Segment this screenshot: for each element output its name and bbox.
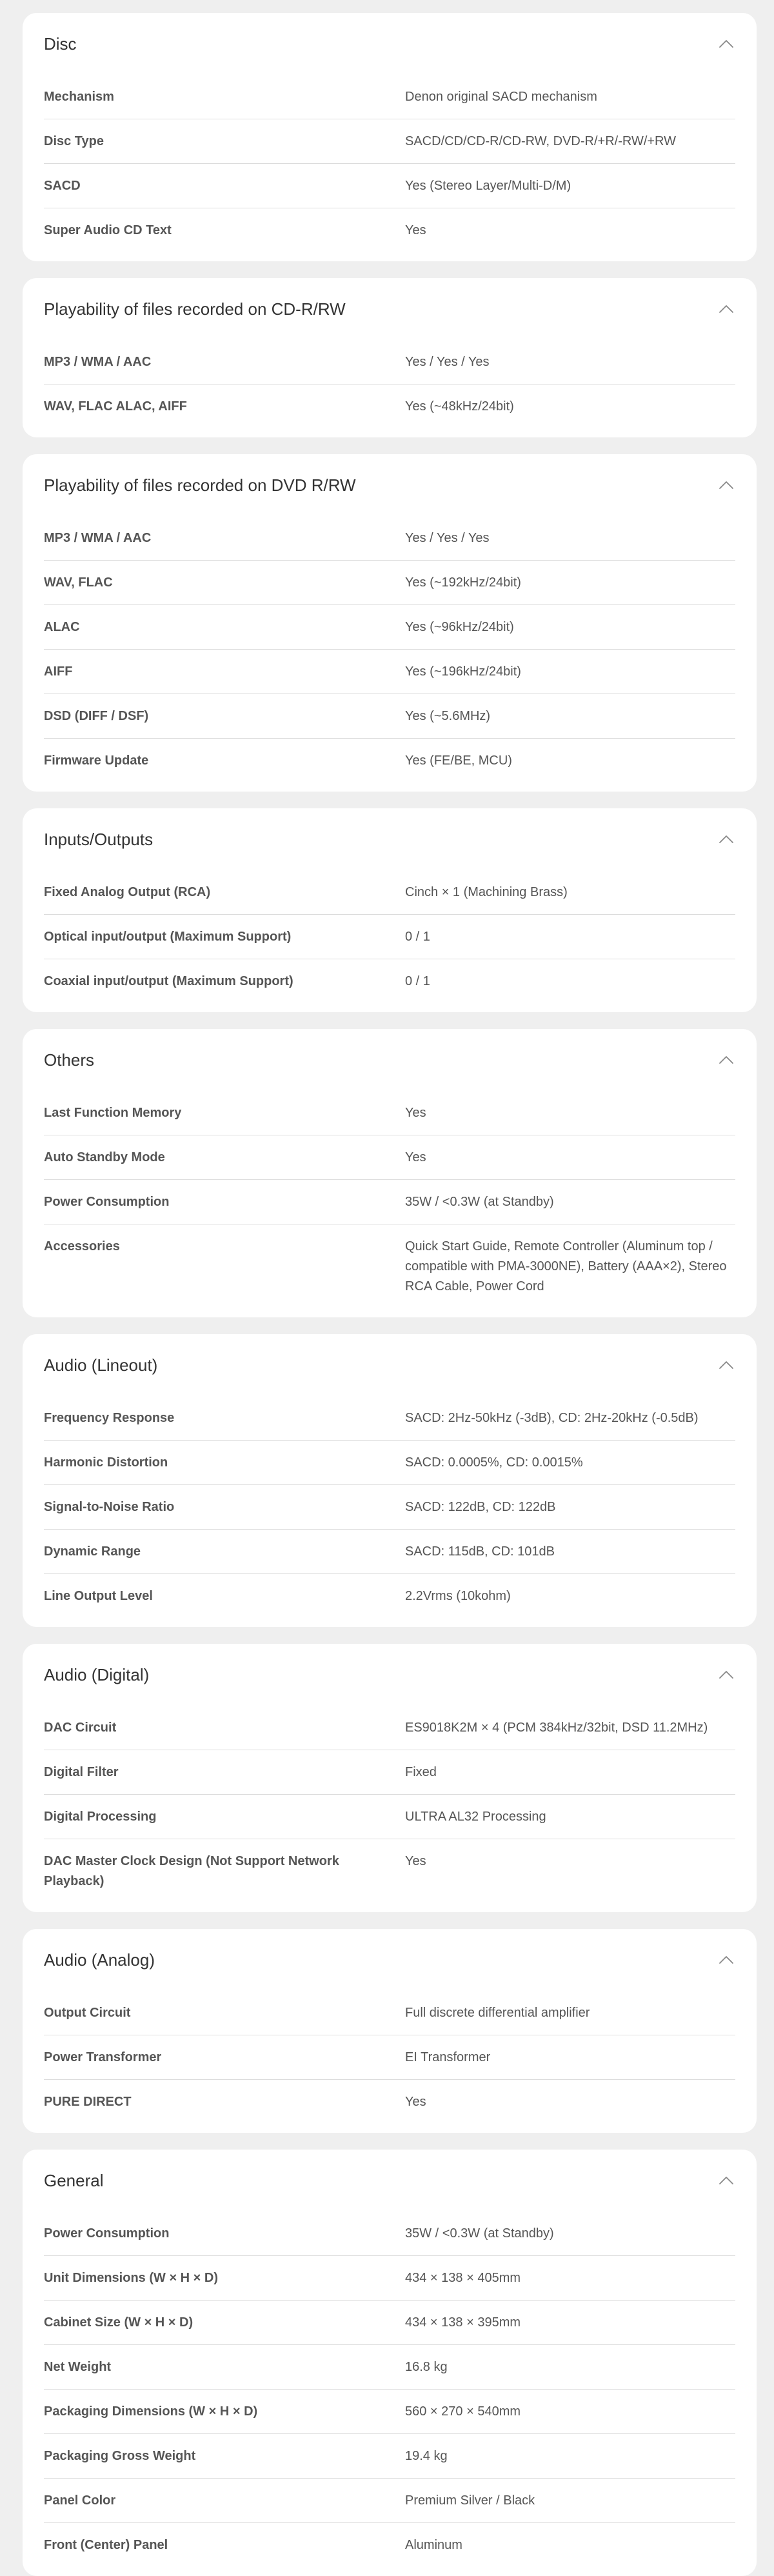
spec-value: Aluminum: [405, 2538, 462, 2552]
spec-row: [44, 1180, 735, 1224]
spec-value: ULTRA AL32 Processing: [405, 1810, 546, 1824]
spec-value: SACD/CD/CD-R/CD-RW, DVD-R/+R/-RW/+RW: [405, 134, 677, 148]
section-title: Playability of files recorded on CD-R/RW: [44, 299, 346, 319]
spec-label: Power Consumption: [44, 2226, 170, 2241]
chevron-up-icon[interactable]: [717, 1356, 735, 1374]
spec-value: Yes / Yes / Yes: [405, 355, 490, 369]
spec-value: 0 / 1: [405, 930, 430, 944]
spec-section: [23, 2150, 757, 2576]
spec-row: [44, 164, 735, 208]
spec-value: 434 × 138 × 395mm: [405, 2315, 521, 2330]
spec-label: AIFF: [44, 664, 73, 679]
spec-row: [44, 2479, 735, 2523]
spec-row: [44, 915, 735, 959]
spec-rows: [44, 1091, 735, 1317]
spec-value: Fixed: [405, 1765, 437, 1779]
spec-row: [44, 1574, 735, 1618]
spec-row: [44, 1396, 735, 1441]
spec-value: SACD: 115dB, CD: 101dB: [405, 1544, 555, 1559]
spec-label: Front (Center) Panel: [44, 2538, 168, 2552]
spec-label: Fixed Analog Output (RCA): [44, 885, 211, 899]
spec-row: [44, 1750, 735, 1795]
spec-row: [44, 2256, 735, 2301]
spec-value: Yes (~192kHz/24bit): [405, 575, 521, 590]
spec-section: [23, 1644, 757, 1912]
section-toggle[interactable]: [44, 808, 735, 870]
spec-row: [44, 75, 735, 119]
chevron-up-icon[interactable]: [717, 35, 735, 53]
spec-row: [44, 739, 735, 783]
spec-label: Power Transformer: [44, 2050, 162, 2064]
chevron-up-icon[interactable]: [717, 476, 735, 494]
section-title: General: [44, 2170, 104, 2190]
spec-label: Firmware Update: [44, 754, 149, 768]
spec-label: MP3 / WMA / AAC: [44, 531, 152, 545]
spec-section: [23, 1334, 757, 1627]
spec-value: Yes (Stereo Layer/Multi-D/M): [405, 179, 571, 193]
spec-value: 560 × 270 × 540mm: [405, 2404, 521, 2419]
spec-row: [44, 1135, 735, 1180]
spec-label: Unit Dimensions (W × H × D): [44, 2271, 219, 2285]
spec-label: Super Audio CD Text: [44, 223, 172, 237]
spec-value: ES9018K2M × 4 (PCM 384kHz/32bit, DSD 11.2MHz): [405, 1721, 708, 1735]
spec-label: Packaging Gross Weight: [44, 2449, 196, 2463]
spec-value: Yes: [405, 223, 426, 237]
spec-value: Premium Silver / Black: [405, 2493, 535, 2508]
spec-value: Yes: [405, 1150, 426, 1164]
section-title: Audio (Lineout): [44, 1355, 158, 1375]
chevron-up-icon[interactable]: [717, 1051, 735, 1069]
spec-value: SACD: 2Hz-50kHz (-3dB), CD: 2Hz-20kHz (-0.5dB): [405, 1411, 699, 1425]
spec-label: PURE DIRECT: [44, 2095, 132, 2109]
spec-label: MP3 / WMA / AAC: [44, 355, 152, 369]
spec-label: SACD: [44, 179, 81, 193]
spec-label: Dynamic Range: [44, 1544, 141, 1559]
spec-row: [44, 2212, 735, 2256]
spec-row: [44, 1991, 735, 2035]
spec-section: [23, 1029, 757, 1317]
spec-row: [44, 2390, 735, 2434]
spec-row: [44, 1530, 735, 1574]
spec-value: Yes: [405, 2095, 426, 2109]
spec-rows: [44, 75, 735, 261]
section-toggle[interactable]: [44, 1644, 735, 1706]
spec-label: DAC Master Clock Design (Not Support Network Playback): [44, 1854, 339, 1888]
spec-label: Net Weight: [44, 2360, 112, 2374]
spec-value: 2.2Vrms (10kohm): [405, 1589, 511, 1603]
spec-section: [23, 808, 757, 1012]
spec-value: SACD: 0.0005%, CD: 0.0015%: [405, 1455, 583, 1470]
spec-row: [44, 959, 735, 1003]
section-toggle[interactable]: [44, 454, 735, 516]
spec-row: [44, 516, 735, 561]
spec-label: Optical input/output (Maximum Support): [44, 930, 292, 944]
spec-value: Yes: [405, 1854, 426, 1868]
spec-value: Yes (~5.6MHz): [405, 709, 491, 723]
spec-section: [23, 454, 757, 792]
spec-row: [44, 384, 735, 428]
section-toggle[interactable]: [44, 1929, 735, 1991]
chevron-up-icon[interactable]: [717, 300, 735, 318]
spec-value: 19.4 kg: [405, 2449, 448, 2463]
spec-value: EI Transformer: [405, 2050, 491, 2064]
spec-rows: [44, 1991, 735, 2133]
spec-row: [44, 208, 735, 252]
spec-row: [44, 1839, 735, 1903]
spec-row: [44, 2434, 735, 2479]
spec-row: [44, 2345, 735, 2390]
spec-rows: [44, 516, 735, 792]
chevron-up-icon[interactable]: [717, 830, 735, 848]
spec-label: Frequency Response: [44, 1411, 175, 1425]
spec-row: [44, 870, 735, 915]
section-title: Disc: [44, 34, 77, 54]
spec-value: 16.8 kg: [405, 2360, 448, 2374]
spec-rows: [44, 1706, 735, 1912]
spec-label: Digital Filter: [44, 1765, 119, 1779]
spec-value: 35W / <0.3W (at Standby): [405, 2226, 554, 2241]
spec-rows: [44, 340, 735, 437]
spec-rows: [44, 1396, 735, 1627]
spec-label: DSD (DIFF / DSF): [44, 709, 149, 723]
spec-value: Yes: [405, 1106, 426, 1120]
spec-label: Auto Standby Mode: [44, 1150, 165, 1164]
spec-label: WAV, FLAC: [44, 575, 113, 590]
spec-label: WAV, FLAC ALAC, AIFF: [44, 399, 187, 414]
spec-row: [44, 650, 735, 694]
section-title: Inputs/Outputs: [44, 829, 154, 849]
spec-row: [44, 119, 735, 164]
spec-label: Disc Type: [44, 134, 104, 148]
spec-row: [44, 1091, 735, 1135]
spec-label: Cabinet Size (W × H × D): [44, 2315, 194, 2330]
spec-value: 35W / <0.3W (at Standby): [405, 1195, 554, 1209]
spec-rows: [44, 870, 735, 1012]
section-toggle[interactable]: [44, 278, 735, 340]
spec-row: [44, 2080, 735, 2124]
section-toggle[interactable]: [44, 1334, 735, 1396]
spec-label: ALAC: [44, 620, 80, 634]
spec-row: [44, 1441, 735, 1485]
spec-row: [44, 340, 735, 384]
spec-label: Last Function Memory: [44, 1106, 182, 1120]
spec-label: Panel Color: [44, 2493, 116, 2508]
spec-label: Coaxial input/output (Maximum Support): [44, 974, 293, 988]
spec-row: [44, 1224, 735, 1308]
section-title: Others: [44, 1050, 95, 1070]
spec-row: [44, 2301, 735, 2345]
spec-label: Line Output Level: [44, 1589, 153, 1603]
spec-section: [23, 1929, 757, 2133]
spec-label: Packaging Dimensions (W × H × D): [44, 2404, 258, 2419]
section-title: Playability of files recorded on DVD R/RW: [44, 475, 356, 495]
spec-row: [44, 1706, 735, 1750]
spec-row: [44, 561, 735, 605]
spec-row: [44, 1485, 735, 1530]
spec-label: Digital Processing: [44, 1810, 157, 1824]
spec-value: 434 × 138 × 405mm: [405, 2271, 521, 2285]
spec-row: [44, 1795, 735, 1839]
spec-value: Full discrete differential amplifier: [405, 2006, 590, 2020]
spec-label: Signal-to-Noise Ratio: [44, 1500, 175, 1514]
spec-section: [23, 278, 757, 437]
spec-row: [44, 2523, 735, 2567]
chevron-up-icon[interactable]: [717, 2172, 735, 2190]
spec-value: 0 / 1: [405, 974, 430, 988]
spec-label: Power Consumption: [44, 1195, 170, 1209]
section-toggle[interactable]: [44, 1029, 735, 1091]
section-toggle[interactable]: [44, 13, 735, 75]
spec-value: Yes (FE/BE, MCU): [405, 754, 512, 768]
spec-section: [23, 13, 757, 261]
spec-rows: [44, 2212, 735, 2576]
spec-value: Quick Start Guide, Remote Controller (Aluminum top / compatible with PMA-3000NE), Battery (AAA×2), Stereo RCA Cable, Power Cord: [405, 1239, 727, 1293]
spec-row: [44, 2035, 735, 2080]
section-toggle[interactable]: [44, 2150, 735, 2212]
spec-label: DAC Circuit: [44, 1721, 117, 1735]
spec-value: Denon original SACD mechanism: [405, 90, 597, 104]
spec-value: Yes (~48kHz/24bit): [405, 399, 514, 414]
section-title: Audio (Analog): [44, 1950, 155, 1970]
spec-row: [44, 694, 735, 739]
chevron-up-icon[interactable]: [717, 1951, 735, 1969]
spec-value: Yes (~196kHz/24bit): [405, 664, 521, 679]
spec-row: [44, 605, 735, 650]
spec-label: Accessories: [44, 1239, 120, 1253]
spec-label: Harmonic Distortion: [44, 1455, 168, 1470]
spec-label: Output Circuit: [44, 2006, 131, 2020]
spec-value: Yes (~96kHz/24bit): [405, 620, 514, 634]
spec-label: Mechanism: [44, 90, 114, 104]
section-title: Audio (Digital): [44, 1664, 150, 1684]
spec-value: Cinch × 1 (Machining Brass): [405, 885, 568, 899]
spec-value: SACD: 122dB, CD: 122dB: [405, 1500, 556, 1514]
spec-value: Yes / Yes / Yes: [405, 531, 490, 545]
chevron-up-icon[interactable]: [717, 1666, 735, 1684]
